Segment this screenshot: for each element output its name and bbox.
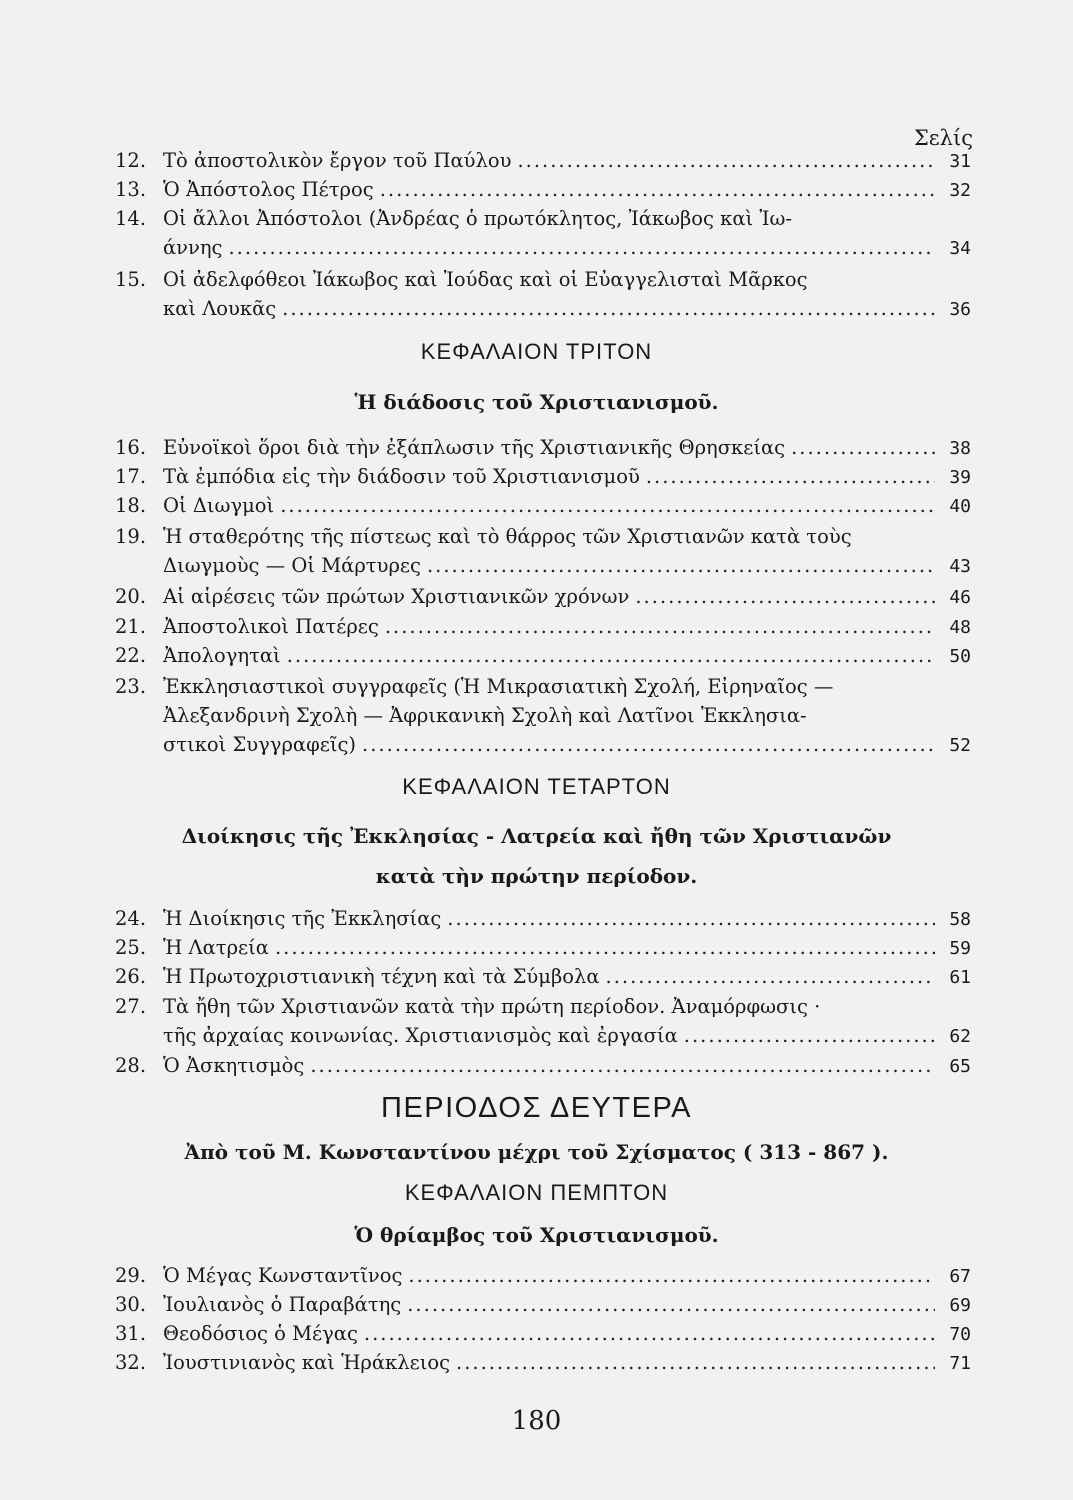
entry-title: Ἰουστινιανὸς καὶ Ἡράκλειος [163, 1351, 451, 1374]
entry-number: 28. [115, 1054, 147, 1077]
leader-dots [362, 730, 935, 759]
entry-title: Ἀπολογηταὶ [163, 644, 281, 667]
leader-dots [606, 962, 935, 991]
entry-page: 31 [949, 151, 971, 172]
leader-dots [635, 582, 935, 611]
entry-page: 61 [949, 967, 971, 988]
entry-page: 67 [949, 1266, 971, 1287]
entry-page: 46 [949, 587, 971, 608]
entry-number: 20. [115, 585, 147, 608]
leader-dots [456, 1348, 935, 1377]
entry-title: Τὸ ἀποστολικὸν ἔργον τοῦ Παύλου [163, 149, 512, 172]
entry-page: 70 [949, 1324, 971, 1345]
entry-page: 65 [949, 1056, 971, 1077]
leader-dots [517, 146, 935, 175]
leader-dots [427, 551, 935, 580]
toc-entry [115, 904, 971, 933]
entry-title-line: Ἡ σταθερότης τῆς πίστεως καὶ τὸ θάρρος τῶν Χριστιανῶν κατὰ τοὺς [163, 525, 852, 548]
chapter-heading: ΚΕΦΑΛΑΙΟΝ ΠΕΜΠΤΟΝ [404, 1180, 669, 1205]
toc-entry [115, 582, 971, 611]
toc-entry [115, 462, 971, 491]
leader-dots [684, 1021, 935, 1050]
toc-entry [115, 612, 971, 641]
toc-entry [115, 1261, 971, 1290]
entry-number: 26. [115, 965, 147, 988]
entry-title-line: Ἀλεξανδρινὴ Σχολὴ — Ἀφρικανικὴ Σχολὴ καὶ Λατῖνοι Ἐκκλησια- [163, 704, 807, 727]
toc-entry [115, 204, 971, 262]
entry-title: Ἡ Λατρεία [163, 936, 269, 959]
entry-page: 36 [949, 299, 971, 320]
toc-entry [115, 175, 971, 204]
leader-dots [228, 233, 935, 262]
entry-title: τῆς ἀρχαίας κοινωνίας. Χριστιανισμὸς καὶ ἐργασία [163, 1024, 678, 1047]
entry-page: 71 [949, 1353, 971, 1374]
toc-entry [115, 1051, 971, 1080]
entry-number: 31. [115, 1322, 147, 1345]
entry-page: 38 [949, 438, 971, 459]
toc-entry [115, 491, 971, 520]
toc-entry [115, 962, 971, 991]
entry-page: 48 [949, 617, 971, 638]
entry-number: 21. [115, 615, 147, 638]
entry-title-line: Τὰ ἤθη τῶν Χριστιανῶν κατὰ τὴν πρώτη περίοδον. Ἀναμόρφωσις · [163, 995, 821, 1018]
period-subtitle: Ἀπὸ τοῦ Μ. Κωνσταντίνου μέχρι τοῦ Σχίσματος ( 313 - 867 ). [184, 1140, 889, 1164]
entry-number: 15. [115, 268, 147, 291]
toc-entry [115, 433, 971, 462]
entry-title: Ὁ Ἀσκητισμὸς [163, 1054, 305, 1077]
toc-entry [115, 933, 971, 962]
toc-entry [115, 1348, 971, 1377]
entry-page: 32 [949, 180, 971, 201]
entry-number: 32. [115, 1351, 147, 1374]
leader-dots [380, 175, 935, 204]
entry-title: καὶ Λουκᾶς [163, 297, 277, 320]
toc-entry [115, 146, 971, 175]
chapter-subtitle-continued: κατὰ τὴν πρώτην περίοδον. [375, 864, 698, 888]
entry-title-line: Οἱ ἄλλοι Ἀπόστολοι (Ἀνδρέας ὁ πρωτόκλητος, Ἰάκωβος καὶ Ἰω- [163, 207, 792, 230]
page-number: 180 [511, 1406, 562, 1436]
leader-dots [275, 933, 935, 962]
leader-dots [310, 1051, 935, 1080]
entry-number: 13. [115, 178, 147, 201]
toc-entry [115, 672, 971, 759]
entry-title-line: Οἱ ἀδελφόθεοι Ἰάκωβος καὶ Ἰούδας καὶ οἱ Εὐαγγελισταὶ Μᾶρκος [163, 268, 808, 291]
entry-title: Ὁ Ἀπόστολος Πέτρος [163, 178, 374, 201]
entry-title: Ὁ Μέγας Κωνσταντῖνος [163, 1264, 403, 1287]
leader-dots [364, 1319, 935, 1348]
entry-number: 29. [115, 1264, 147, 1287]
toc-entry [115, 265, 971, 323]
entry-page: 69 [949, 1295, 971, 1316]
leader-dots [447, 904, 935, 933]
leader-dots [385, 612, 935, 641]
page-column-label: Σελίς [913, 126, 973, 150]
chapter-subtitle: Διοίκησις τῆς Ἐκκλησίας - Λατρεία καὶ ἤθη τῶν Χριστιανῶν [181, 824, 892, 848]
entry-number: 17. [115, 465, 147, 488]
chapter-heading: ΚΕΦΑΛΑΙΟΝ ΤΡΙΤΟΝ [420, 339, 653, 364]
toc-entry [115, 641, 971, 670]
entry-page: 58 [949, 909, 971, 930]
entry-page: 62 [949, 1026, 971, 1047]
chapter-heading: ΚΕΦΑΛΑΙΟΝ ΤΕΤΑΡΤΟΝ [402, 774, 671, 799]
toc-entry [115, 1319, 971, 1348]
period-heading: ΠΕΡΙΟΔΟΣ ΔΕΥΤΕΡΑ [381, 1092, 692, 1124]
chapter-subtitle: Ὁ θρίαμβος τοῦ Χριστιανισμοῦ. [354, 1223, 719, 1247]
entry-page: 40 [949, 496, 971, 517]
entry-title: Οἱ Διωγμοὶ [163, 494, 275, 517]
entry-page: 34 [949, 238, 971, 259]
entry-number: 16. [115, 436, 147, 459]
entry-page: 43 [949, 556, 971, 577]
entry-page: 59 [949, 938, 971, 959]
toc-entry [115, 522, 971, 580]
entry-title: Ἡ Διοίκησις τῆς Ἐκκλησίας [163, 907, 442, 930]
entry-number: 27. [115, 995, 147, 1018]
entry-title: Ἡ Πρωτοχριστιανικὴ τέχνη καὶ τὰ Σύμβολα [163, 965, 600, 988]
leader-dots [408, 1261, 935, 1290]
leader-dots [646, 462, 935, 491]
entry-page: 39 [949, 467, 971, 488]
entry-number: 25. [115, 936, 147, 959]
entry-page: 52 [949, 735, 971, 756]
entry-title: Αἱ αἱρέσεις τῶν πρώτων Χριστιανικῶν χρόνων [163, 585, 630, 608]
entry-number: 24. [115, 907, 147, 930]
entry-number: 23. [115, 675, 147, 698]
leader-dots [280, 491, 935, 520]
entry-title: Τὰ ἐμπόδια εἰς τὴν διάδοσιν τοῦ Χριστιανισμοῦ [163, 465, 640, 488]
entry-title: Ἀποστολικοὶ Πατέρες [163, 615, 379, 638]
leader-dots [287, 641, 935, 670]
entry-title: Διωγμοὺς — Οἱ Μάρτυρες [163, 554, 421, 577]
chapter-subtitle: Ἡ διάδοσις τοῦ Χριστιανισμοῦ. [354, 390, 719, 414]
entry-number: 22. [115, 644, 147, 667]
entry-number: 14. [115, 207, 147, 230]
entry-number: 12. [115, 149, 147, 172]
toc-entry [115, 1290, 971, 1319]
entry-title: στικοὶ Συγγραφεῖς) [163, 733, 357, 756]
entry-number: 18. [115, 494, 147, 517]
entry-number: 30. [115, 1293, 147, 1316]
entry-number: 19. [115, 525, 147, 548]
leader-dots [407, 1290, 935, 1319]
leader-dots [791, 433, 935, 462]
entry-title: Θεοδόσιος ὁ Μέγας [163, 1322, 358, 1345]
entry-title: Ἰουλιανὸς ὁ Παραβάτης [163, 1293, 402, 1316]
entry-title: Εὐνοϊκοὶ ὅροι διὰ τὴν ἐξάπλωσιν τῆς Χριστιανικῆς Θρησκείας [163, 436, 786, 459]
toc-entry [115, 992, 971, 1050]
entry-page: 50 [949, 646, 971, 667]
entry-title: άννης [163, 236, 223, 259]
entry-title-line: Ἐκκλησιαστικοὶ συγγραφεῖς (Ἡ Μικρασιατικὴ Σχολή, Εἰρηναῖος — [163, 675, 834, 698]
leader-dots [282, 294, 935, 323]
